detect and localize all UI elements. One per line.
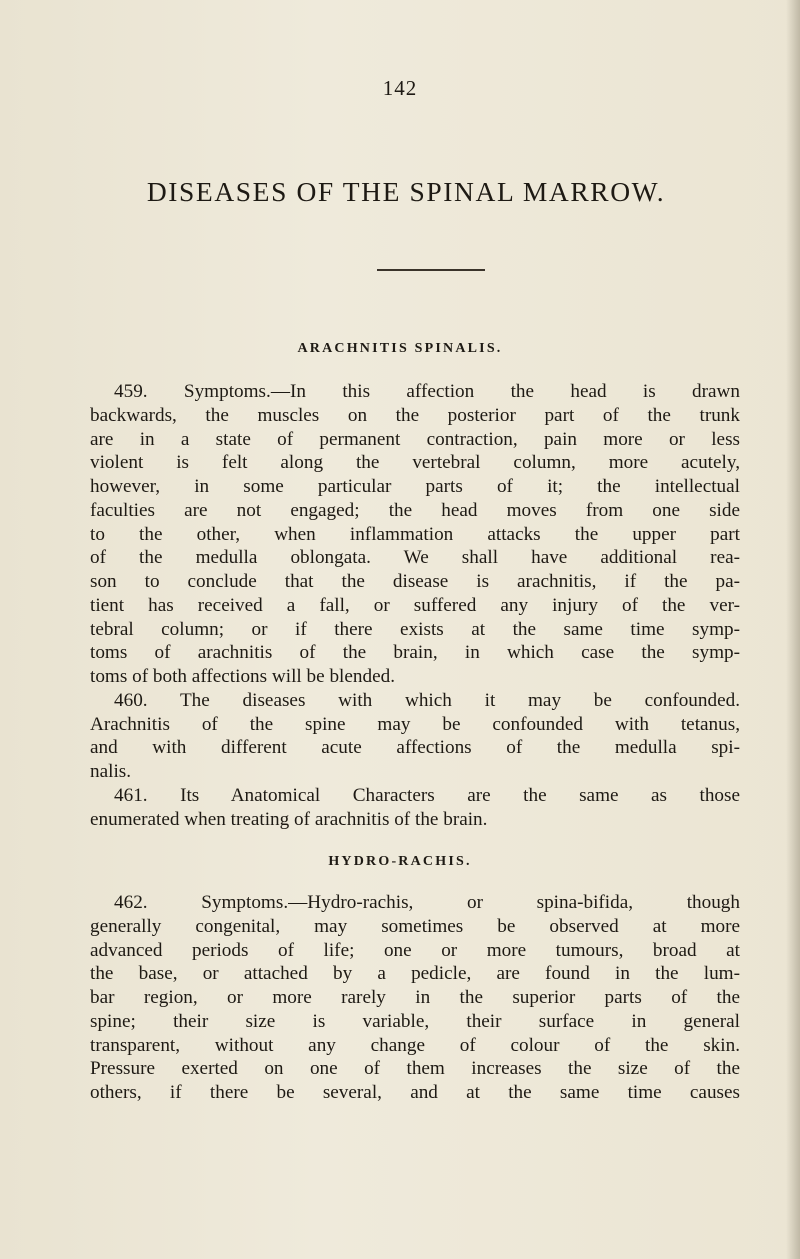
hydrorachis-text: [90, 891, 740, 1105]
text-line: of the medulla oblongata. We shall have additional rea-: [90, 547, 740, 569]
text-line: enumerated when treating of arachnitis of the brain.: [90, 808, 488, 830]
text-line: tebral column; or if there exists at the same time symp-: [90, 618, 740, 640]
text-line: toms of both affections will be blended.: [90, 666, 395, 687]
text-line: generally congenital, may sometimes be observed at more: [90, 915, 740, 937]
text-line: son to conclude that the disease is arachnitis, if the pa-: [90, 571, 740, 592]
section-heading-arachnitis: ARACHNITIS SPINALIS.: [297, 341, 503, 356]
text-line: violent is felt along the vertebral column, more acutely,: [90, 452, 740, 474]
text-line: bar region, or more rarely in the superior parts of the: [90, 987, 740, 1008]
text-line: the base, or attached by a pedicle, are found in the lum-: [90, 963, 740, 985]
section-heading-hydrorachis: HYDRO-RACHIS.: [328, 854, 472, 869]
page-number: 142: [382, 76, 418, 100]
text-line: spine; their size is variable, their surface in general: [90, 1010, 740, 1032]
text-line: and with different acute affections of the medulla spi-: [90, 737, 740, 759]
page-edge-shadow: [786, 0, 800, 1259]
text-line: nalis.: [90, 761, 132, 782]
text-line: 460. The diseases with which it may be confounded.: [114, 689, 740, 711]
text-line: advanced periods of life; one or more tumours, broad at: [90, 939, 740, 961]
arachnitis-text: [90, 380, 740, 831]
text-line: 459. Symptoms.—In this affection the head is drawn: [114, 381, 740, 402]
text-line: to the other, when inflammation attacks the upper part: [90, 523, 740, 545]
text-line: 461. Its Anatomical Characters are the same as those: [114, 784, 740, 806]
text-line: toms of arachnitis of the brain, in which case the symp-: [90, 642, 740, 664]
text-line: tient has received a fall, or suffered any injury of the ver-: [90, 594, 740, 616]
text-line: faculties are not engaged; the head moves from one side: [90, 499, 740, 521]
text-line: Arachnitis of the spine may be confounded with tetanus,: [90, 713, 740, 735]
text-line: are in a state of permanent contraction, pain more or less: [90, 428, 740, 450]
text-line: however, in some particular parts of it; the intellectual: [90, 476, 740, 497]
text-line: Pressure exerted on one of them increases the size of the: [90, 1058, 740, 1080]
chapter-title: DISEASES OF THE SPINAL MARROW.: [146, 176, 666, 207]
text-line: others, if there be several, and at the same time causes: [90, 1082, 740, 1103]
title-rule-divider: [377, 269, 485, 271]
text-line: transparent, without any change of colour of the skin.: [90, 1034, 740, 1056]
text-line: backwards, the muscles on the posterior part of the trunk: [90, 404, 740, 426]
text-line: 462. Symptoms.—Hydro-rachis, or spina-bifida, though: [114, 892, 740, 913]
